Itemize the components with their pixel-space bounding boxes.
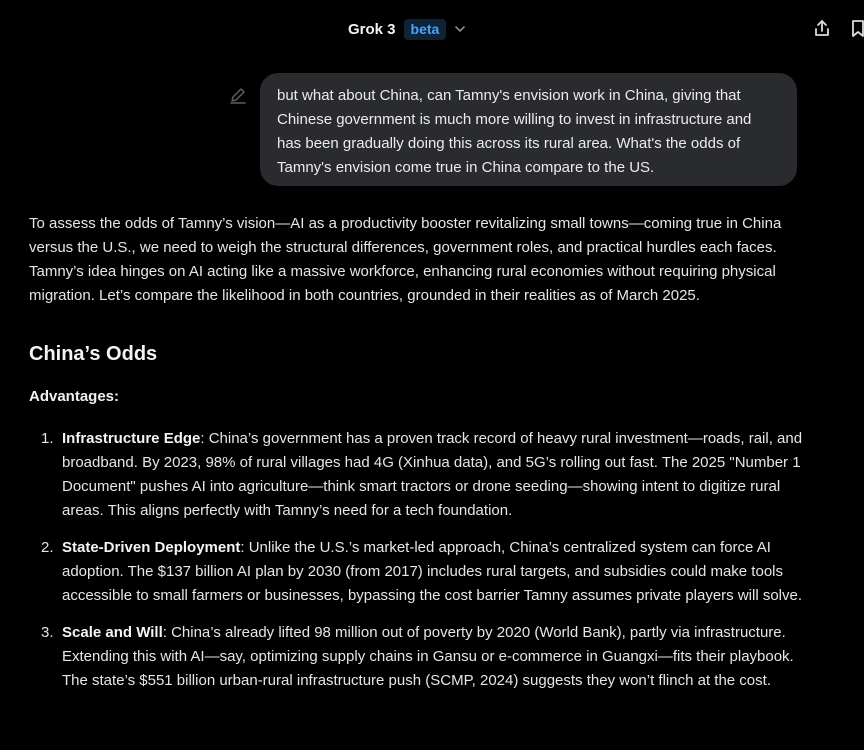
chevron-down-icon	[452, 21, 468, 37]
advantages-heading: Advantages:	[29, 388, 120, 405]
list-item	[29, 427, 804, 523]
list-item	[29, 536, 804, 608]
user-message-text: but what about China, can Tamny's envision work in China, giving that Chinese government is much more willing to invest in infrastructure and has been gradually doing this across its rural area. What's the odds of Tamny's envision come true in China compare to the US.	[277, 87, 752, 176]
beta-badge: beta	[404, 19, 447, 40]
advantages-list	[29, 427, 804, 693]
model-selector[interactable]	[348, 15, 468, 43]
item-title: Infrastructure Edge	[62, 430, 201, 447]
item-body: : Unlike the U.S.’s market-led approach, China’s centralized system can force AI adoption. The $137 billion AI plan by 2030 (from 2017) includes rural targets, and subsidies could make tools accessible to small farmers or businesses, bypassing the cost barrier Tamny assumes private players will solve.	[62, 539, 803, 604]
bookmark-icon	[848, 18, 864, 38]
list-item	[29, 621, 804, 693]
item-body: : China’s already lifted 98 million out of poverty by 2020 (World Bank), partly via infrastructure. Extending this with AI—say, optimizing supply chains in Gansu or e-commerce in Guangxi—fits their playbook. The state’s $551 billion urban-rural infrastructure push (SCMP, 2024) suggests they won’t flinch at the cost.	[62, 624, 794, 689]
item-title: State-Driven Deployment	[62, 539, 241, 556]
item-body: : China’s government has a proven track record of heavy rural investment—roads, rail, and broadband. By 2023, 98% of rural villages had 4G (Xinhua data), and 5G’s rolling out fast. The 2025 "Number 1 Document" pushes AI into agriculture—think smart tractors or drone seeding—showing intent to digitize rural areas. This aligns perfectly with Tamny’s need for a tech foundation.	[62, 430, 803, 519]
share-button[interactable]	[810, 16, 834, 40]
bookmark-button[interactable]	[846, 16, 864, 40]
pencil-icon	[228, 85, 248, 105]
model-name: Grok 3	[348, 20, 396, 38]
response-intro: To assess the odds of Tamny’s vision—AI as a productivity booster revitalizing small towns—coming true in China versus the U.S., we need to weigh the structural differences, government roles, and practical hurdles each faces. Tamny’s idea hinges on AI acting like a massive workforce, enhancing rural economies without requiring physical migration. Let’s compare the likelihood in both countries, grounded in their realities as of March 2025.	[29, 215, 782, 304]
share-icon	[812, 18, 832, 38]
section-heading: China’s Odds	[29, 343, 158, 365]
list-number: 1.	[41, 430, 54, 447]
item-title: Scale and Will	[62, 624, 163, 641]
assistant-response	[29, 212, 804, 706]
user-message-bubble	[260, 73, 797, 186]
top-bar	[0, 0, 864, 58]
edit-message-button[interactable]	[226, 83, 250, 107]
list-number: 2.	[41, 539, 54, 556]
list-number: 3.	[41, 624, 54, 641]
